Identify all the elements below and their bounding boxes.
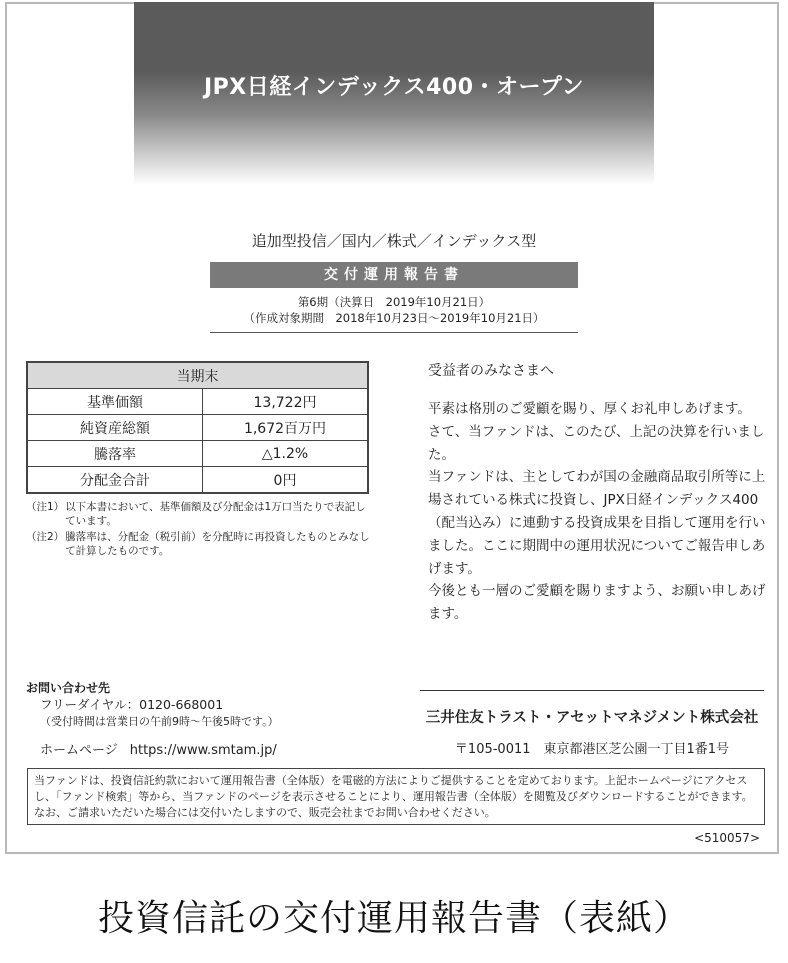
greeting-body: [428, 398, 768, 626]
greeting-paragraph: 平素は格別のご愛顧を賜り、厚くお礼申しあげます。: [428, 401, 751, 417]
period-line-1: 第6期（決算日 2019年10月21日）: [297, 295, 491, 309]
table-row: [27, 415, 368, 441]
summary-table-header: 当期末: [27, 362, 368, 389]
row-value: 13,722円: [203, 389, 369, 415]
row-label: 純資産総額: [27, 415, 203, 441]
company-address: 〒105-0011 東京都港区芝公園一丁目1番1号: [454, 742, 730, 757]
homepage-line: [40, 739, 277, 758]
row-value: 1,672百万円: [203, 415, 369, 441]
freedial-number: フリーダイヤル：0120-668001: [40, 697, 224, 712]
fund-category: 追加型投信／国内／株式／インデックス型: [251, 232, 537, 250]
row-value: 0円: [203, 467, 369, 494]
note-mark: （注1）: [26, 501, 65, 513]
period-info: [210, 288, 578, 333]
greeting-title: 受益者のみなさまへ: [428, 363, 554, 379]
row-label: 基準価額: [27, 389, 203, 415]
title-banner: [134, 2, 654, 185]
summary-table: [26, 361, 369, 494]
table-row: [27, 441, 368, 467]
report-type-label: 交付運用報告書: [210, 262, 578, 288]
page-caption: 投資信託の交付運用報告書（表紙）: [97, 898, 690, 939]
greeting-paragraph: 今後とも一層のご愛顧を賜りますよう、お願い申しあげます。: [428, 583, 766, 623]
row-label: 騰落率: [27, 441, 203, 467]
note-1: [26, 500, 374, 528]
disclosure-box: 当ファンドは、投資信託約款において運用報告書（全体版）を電磁的方法によりご提供することを定めております。上記ホームページにアクセスし、「ファンド検索」等から、当ファンドのページを表示させることにより、運用報告書（全体版）を閲覧及びダウンロードすることができます。なお、ご請求いただいた場合には交付いたしますので、販売会社までお問い合わせください。: [27, 768, 765, 825]
note-text: 以下本書において、基準価額及び分配金は1万口当たりで表記しています。: [65, 501, 366, 527]
note-2: [26, 530, 374, 558]
homepage-link[interactable]: https://www.smtam.jp/: [129, 743, 277, 758]
table-notes: [26, 500, 374, 560]
business-hours: （受付時間は営業日の午前9時～午後5時です。）: [40, 715, 279, 728]
homepage-label: ホームページ: [40, 743, 118, 758]
fund-name: JPX日経インデックス400・オープン: [203, 75, 585, 100]
note-text: 騰落率は、分配金（税引前）を分配時に再投資したものとみなして計算したものです。: [65, 531, 370, 557]
row-label: 分配金合計: [27, 467, 203, 494]
table-row: [27, 389, 368, 415]
greeting-paragraph: さて、当ファンドは、このたび、上記の決算を行いました。: [428, 423, 765, 463]
note-mark: （注2）: [26, 531, 65, 543]
greeting-paragraph: 当ファンドは、主としてわが国の金融商品取引所等に上場されている株式に投資し、JPX日経インデックス400（配当込み）に連動する投資成果を目指して運用を行いました。ここに期間中の運用状況についてご報告申しあげます。: [428, 469, 766, 577]
document-code: <510057>: [694, 831, 760, 845]
table-row: [27, 467, 368, 494]
row-value: △1.2%: [203, 441, 369, 467]
period-line-2: （作成対象期間 2018年10月23日～2019年10月21日）: [243, 311, 545, 325]
contact-heading: お問い合わせ先: [26, 681, 111, 695]
company-name: 三井住友トラスト・アセットマネジメント株式会社: [425, 710, 759, 726]
company-divider: [420, 690, 764, 691]
